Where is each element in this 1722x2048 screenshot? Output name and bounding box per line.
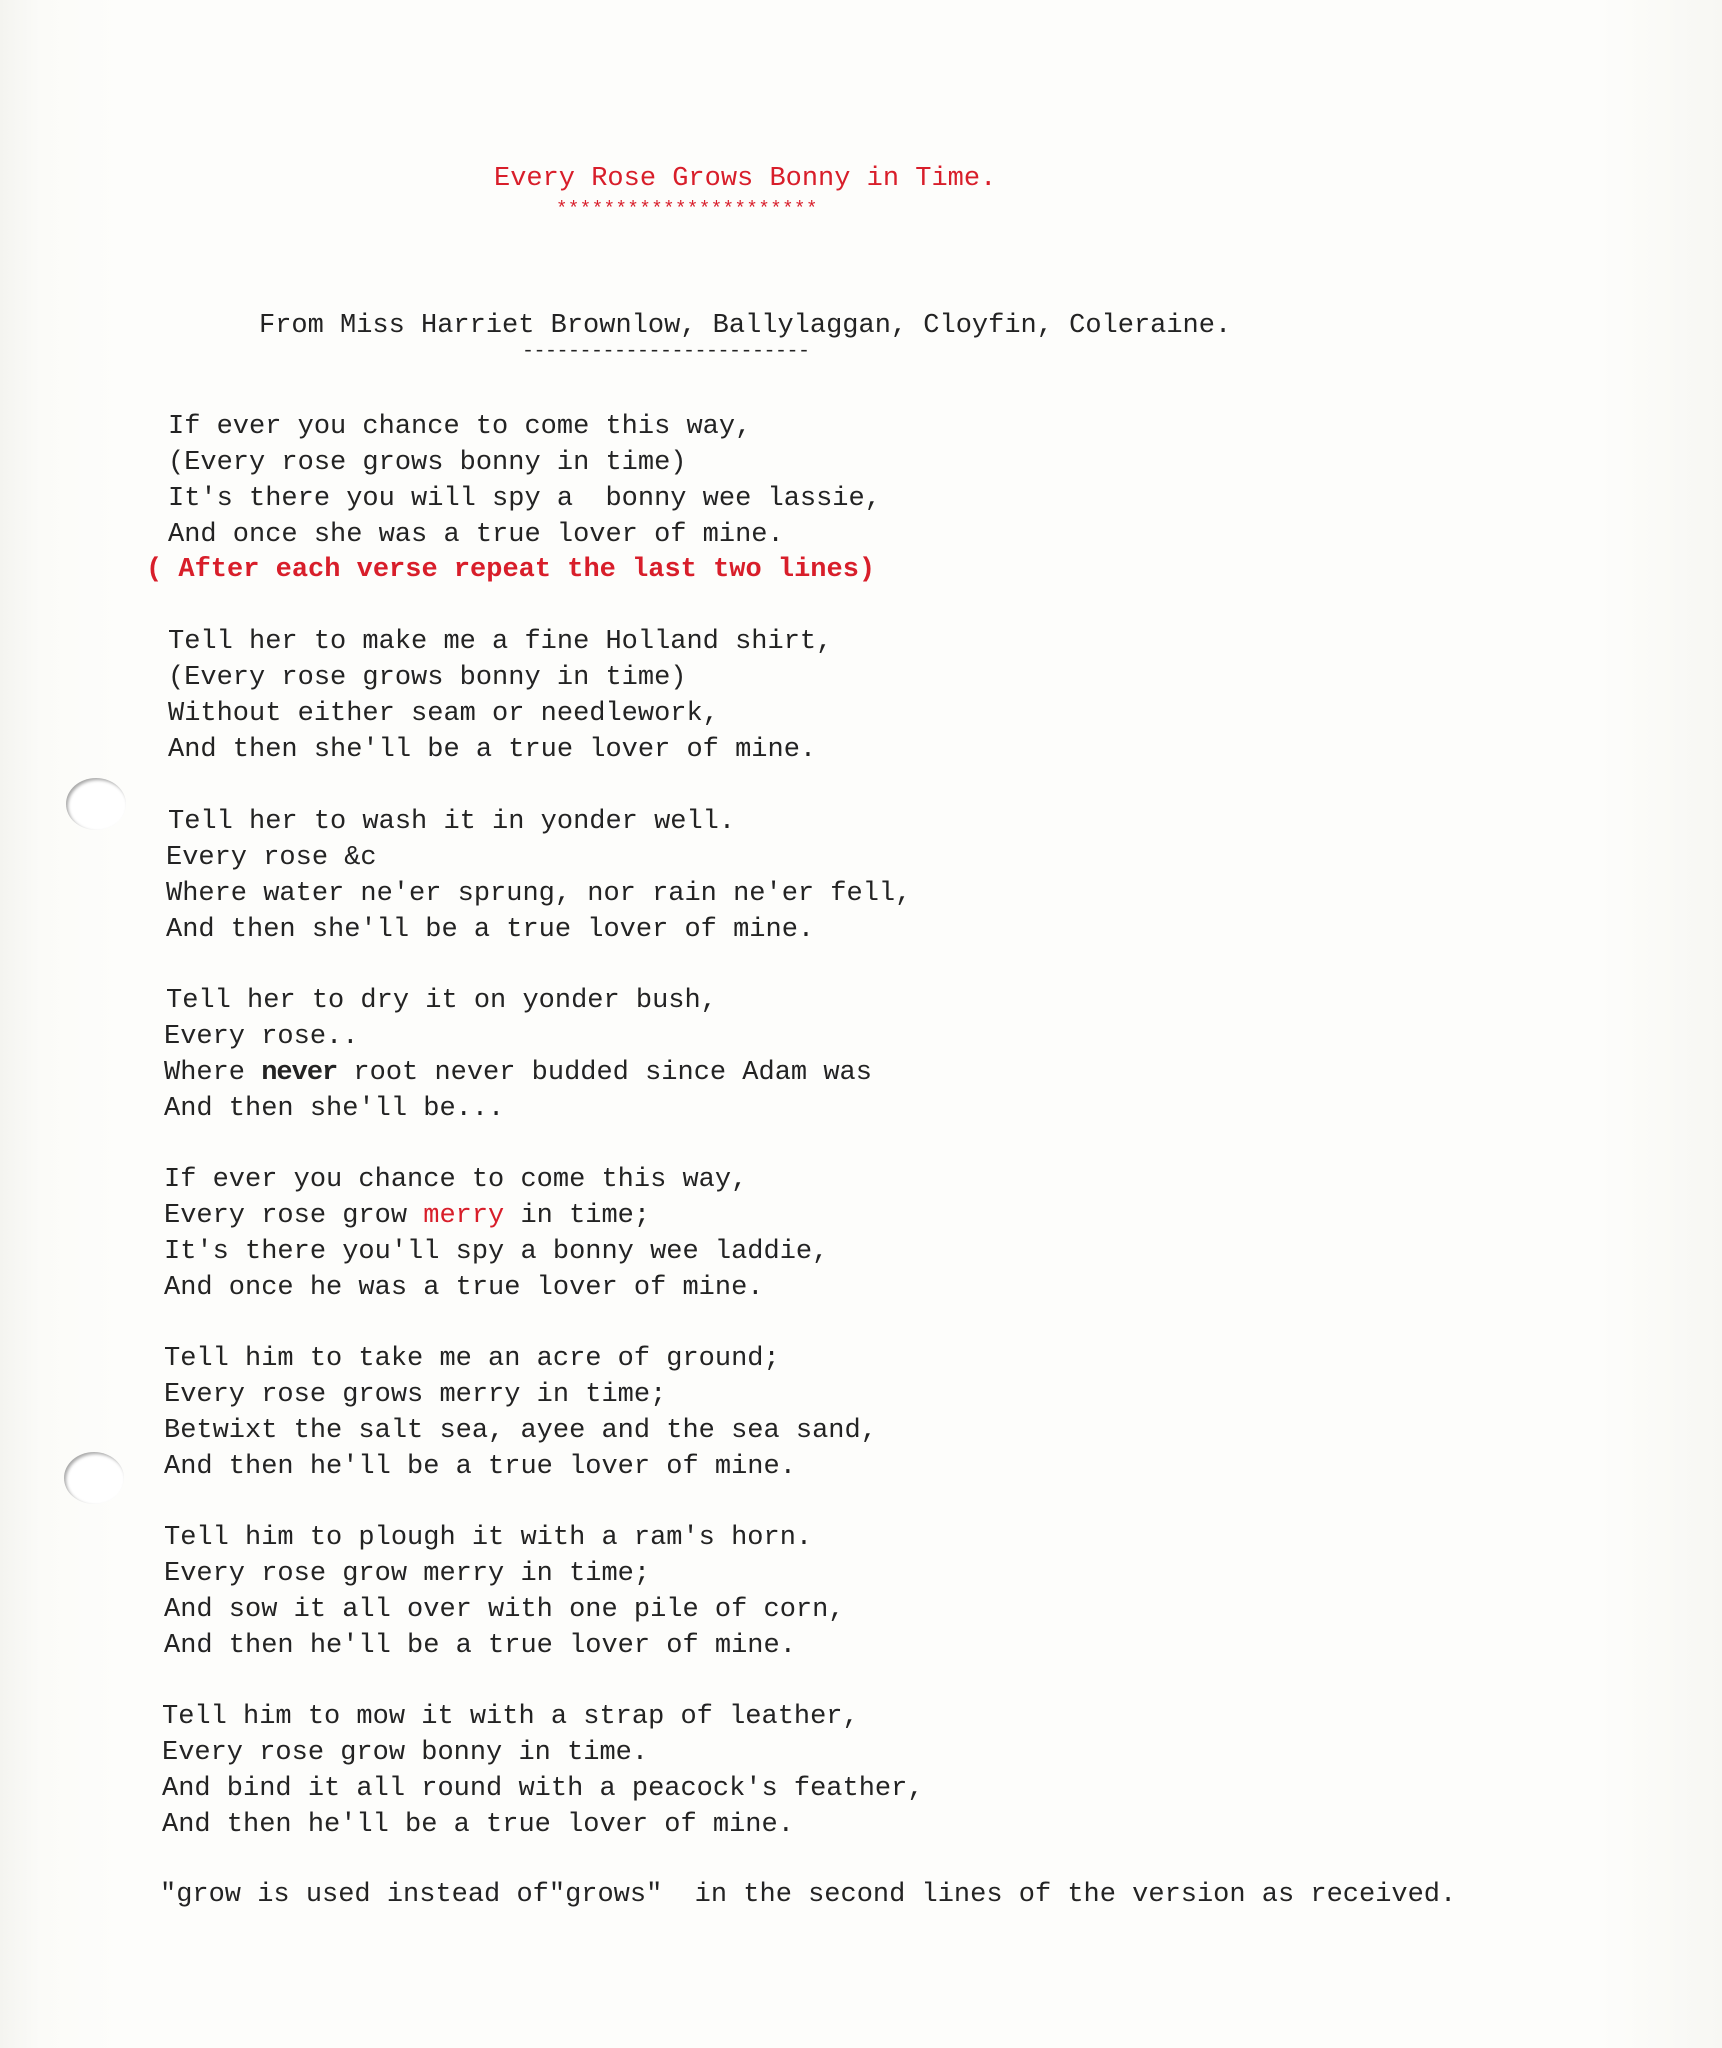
verse-7-line-3: And sow it all over with one pile of corn, [164,1595,845,1625]
verse-4-line-2: Every rose.. [164,1022,359,1052]
verse-1-line-3: It's there you will spy a bonny wee lassie, [168,484,881,514]
verse-5-line-4: And once he was a true lover of mine. [164,1273,764,1303]
verse-1-line-2: (Every rose grows bonny in time) [168,448,687,478]
verse-5-line-2-start: Every rose grow [164,1201,424,1231]
verse-6-line-3: Betwixt the salt sea, ayee and the sea sand, [164,1416,877,1446]
verse-2-line-1: Tell her to make me a fine Holland shirt, [168,627,833,657]
verse-6-line-1: Tell him to take me an acre of ground; [164,1344,780,1374]
verse-4-line-1: Tell her to dry it on yonder bush, [166,986,717,1016]
verse-4-line-3-end: root never budded since Adam was [337,1058,872,1088]
verse-4-line-4: And then she'll be... [164,1094,505,1124]
verse-3-line-3: Where water ne'er sprung, nor rain ne'er fell, [166,879,912,909]
merry-word: merry [423,1201,505,1231]
verse-6-line-4: And then he'll be a true lover of mine. [164,1452,796,1482]
verse-8-line-3: And bind it all round with a peacock's feather, [162,1774,924,1804]
verse-5-line-1: If ever you chance to come this way, [164,1165,748,1195]
song-title: Every Rose Grows Bonny in Time. [494,164,997,194]
source-underline: ------------------------- [522,340,810,363]
verse-5-line-2 [164,1199,650,1233]
source-line: From Miss Harriet Brownlow, Ballylaggan, Cloyfin, Coleraine. [259,311,1232,341]
verse-5-line-2-end: in time; [504,1201,651,1231]
verse-1-line-4: And once she was a true lover of mine. [168,520,784,550]
verse-3-line-2: Every rose &c [166,843,377,873]
verse-8-line-2: Every rose grow bonny in time. [162,1738,649,1768]
verse-7-line-4: And then he'll be a true lover of mine. [164,1631,796,1661]
editorial-footnote: "grow is used instead of"grows" in the second lines of the version as received. [160,1880,1457,1910]
verse-8-line-1: Tell him to mow it with a strap of leather, [162,1702,859,1732]
verse-3-line-4: And then she'll be a true lover of mine. [166,915,815,945]
verse-1-line-1: If ever you chance to come this way, [168,412,752,442]
verse-2-line-3: Without either seam or needlework, [168,699,719,729]
punch-hole [64,1452,124,1504]
verse-8-line-4: And then he'll be a true lover of mine. [162,1810,794,1840]
struck-word: never [261,1058,338,1088]
verse-2-line-2: (Every rose grows bonny in time) [168,663,687,693]
verse-7-line-2: Every rose grow merry in time; [164,1559,651,1589]
verse-3-line-1: Tell her to wash it in yonder well. [168,807,736,837]
repeat-instruction: ( After each verse repeat the last two lines) [146,555,876,585]
punch-hole [66,778,126,830]
verse-5-line-3: It's there you'll spy a bonny wee laddie, [164,1237,829,1267]
verse-7-line-1: Tell him to plough it with a ram's horn. [164,1523,813,1553]
verse-6-line-2: Every rose grows merry in time; [164,1380,667,1410]
verse-4-line-3 [164,1056,872,1090]
verse-2-line-4: And then she'll be a true lover of mine. [168,735,817,765]
verse-4-line-3-start: Where [164,1058,262,1088]
title-underline: ********************** [556,198,818,220]
